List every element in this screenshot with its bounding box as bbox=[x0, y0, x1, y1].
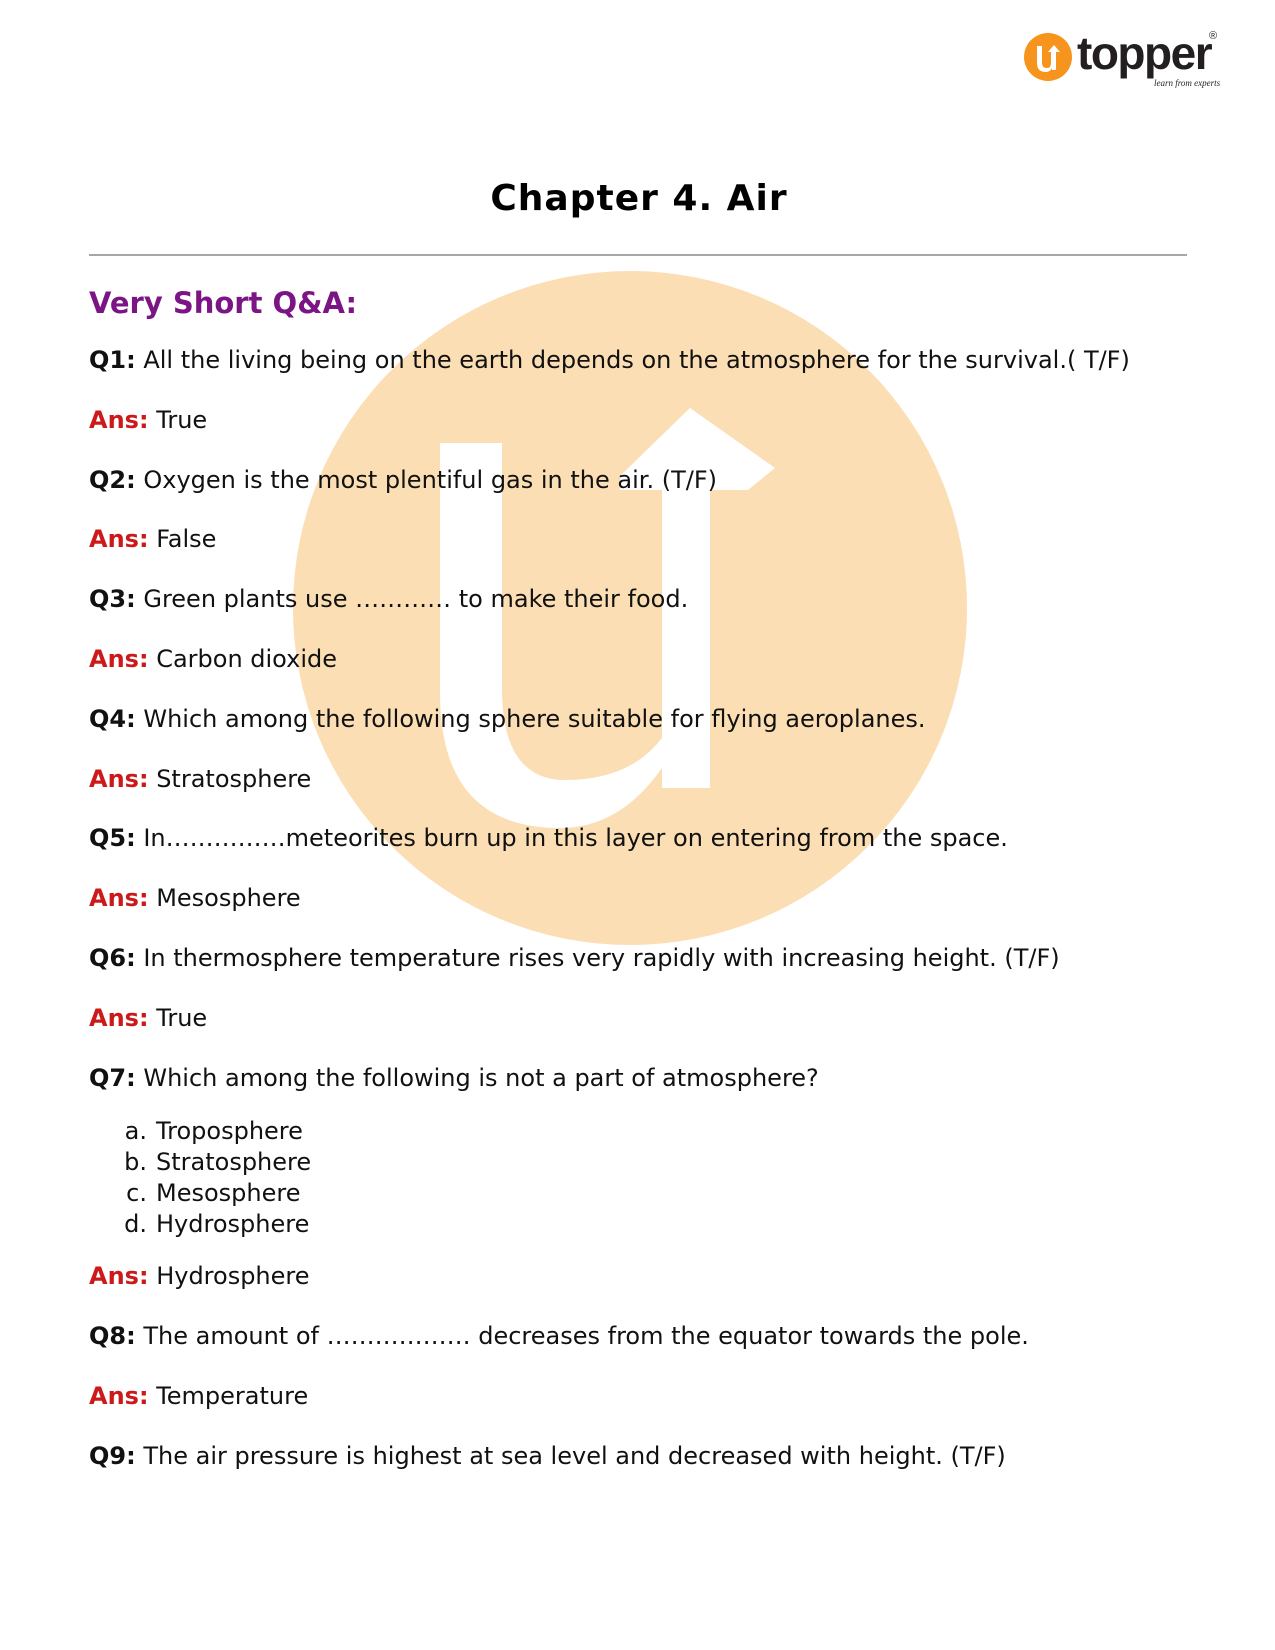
answer-label: Ans: bbox=[89, 1382, 149, 1410]
answer-6 bbox=[89, 1004, 207, 1032]
question-text: The amount of ……………… decreases from the equator towards the pole. bbox=[143, 1322, 1029, 1350]
question-8 bbox=[89, 1322, 1029, 1350]
answer-label: Ans: bbox=[89, 884, 149, 912]
question-text: In thermosphere temperature rises very rapidly with increasing height. (T/F) bbox=[143, 944, 1060, 972]
brand-logo bbox=[1024, 27, 1224, 98]
answer-text: Mesosphere bbox=[156, 884, 301, 912]
question-text: All the living being on the earth depends on the atmosphere for the survival.( T/F) bbox=[143, 346, 1130, 374]
answer-text: Stratosphere bbox=[156, 765, 312, 793]
option-a bbox=[89, 1117, 489, 1148]
brand-tagline: learn from experts bbox=[1154, 78, 1221, 88]
question-2 bbox=[89, 466, 717, 494]
question-label: Q8: bbox=[89, 1322, 136, 1350]
answer-text: False bbox=[156, 525, 217, 553]
option-marker: a. bbox=[124, 1117, 147, 1145]
answer-8 bbox=[89, 1382, 308, 1410]
question-5 bbox=[89, 824, 1008, 852]
answer-label: Ans: bbox=[89, 525, 149, 553]
option-text: Stratosphere bbox=[156, 1148, 312, 1176]
option-marker: d. bbox=[124, 1210, 147, 1238]
answer-label: Ans: bbox=[89, 1004, 149, 1032]
answer-text: True bbox=[156, 1004, 208, 1032]
question-label: Q4: bbox=[89, 705, 136, 733]
question-label: Q9: bbox=[89, 1442, 136, 1470]
option-text: Troposphere bbox=[156, 1117, 303, 1145]
option-d bbox=[89, 1210, 489, 1241]
question-text: Which among the following is not a part of atmosphere? bbox=[143, 1064, 819, 1092]
title-divider bbox=[89, 254, 1187, 256]
question-6 bbox=[89, 944, 1060, 972]
question-text: Oxygen is the most plentiful gas in the air. (T/F) bbox=[143, 466, 717, 494]
option-marker: b. bbox=[124, 1148, 147, 1176]
brand-u-icon bbox=[1024, 33, 1072, 81]
answer-7 bbox=[89, 1262, 310, 1290]
brand-registered-mark: ® bbox=[1209, 30, 1218, 42]
question-label: Q7: bbox=[89, 1064, 136, 1092]
question-1 bbox=[89, 346, 1130, 374]
answer-5 bbox=[89, 884, 301, 912]
question-label: Q5: bbox=[89, 824, 136, 852]
question-text: The air pressure is highest at sea level and decreased with height. (T/F) bbox=[143, 1442, 1006, 1470]
option-text: Mesosphere bbox=[156, 1179, 301, 1207]
section-heading: Very Short Q&A: bbox=[89, 286, 358, 320]
answer-text: Carbon dioxide bbox=[156, 645, 337, 673]
answer-label: Ans: bbox=[89, 765, 149, 793]
question-label: Q3: bbox=[89, 585, 136, 613]
question-label: Q2: bbox=[89, 466, 136, 494]
brand-u-arrow-icon bbox=[1024, 33, 1072, 81]
question-4 bbox=[89, 705, 926, 733]
question-7 bbox=[89, 1064, 819, 1092]
answer-text: True bbox=[156, 406, 208, 434]
page-title: Chapter 4. Air bbox=[490, 178, 788, 219]
option-text: Hydrosphere bbox=[156, 1210, 310, 1238]
question-9 bbox=[89, 1442, 1006, 1470]
answer-4 bbox=[89, 765, 311, 793]
answer-label: Ans: bbox=[89, 406, 149, 434]
question-text: In……………meteorites burn up in this layer on entering from the space. bbox=[143, 824, 1008, 852]
question-label: Q1: bbox=[89, 346, 136, 374]
question-text: Green plants use ………… to make their food. bbox=[143, 585, 689, 613]
question-text: Which among the following sphere suitable for flying aeroplanes. bbox=[143, 705, 926, 733]
answer-3 bbox=[89, 645, 337, 673]
answer-label: Ans: bbox=[89, 1262, 149, 1290]
question-3 bbox=[89, 585, 688, 613]
answer-1 bbox=[89, 406, 207, 434]
question-label: Q6: bbox=[89, 944, 136, 972]
options-list bbox=[89, 1117, 489, 1241]
option-marker: c. bbox=[126, 1179, 147, 1207]
answer-text: Temperature bbox=[156, 1382, 309, 1410]
option-c bbox=[89, 1179, 489, 1210]
brand-name: topper bbox=[1077, 27, 1212, 79]
answer-text: Hydrosphere bbox=[156, 1262, 310, 1290]
option-b bbox=[89, 1148, 489, 1179]
answer-2 bbox=[89, 525, 216, 553]
answer-label: Ans: bbox=[89, 645, 149, 673]
